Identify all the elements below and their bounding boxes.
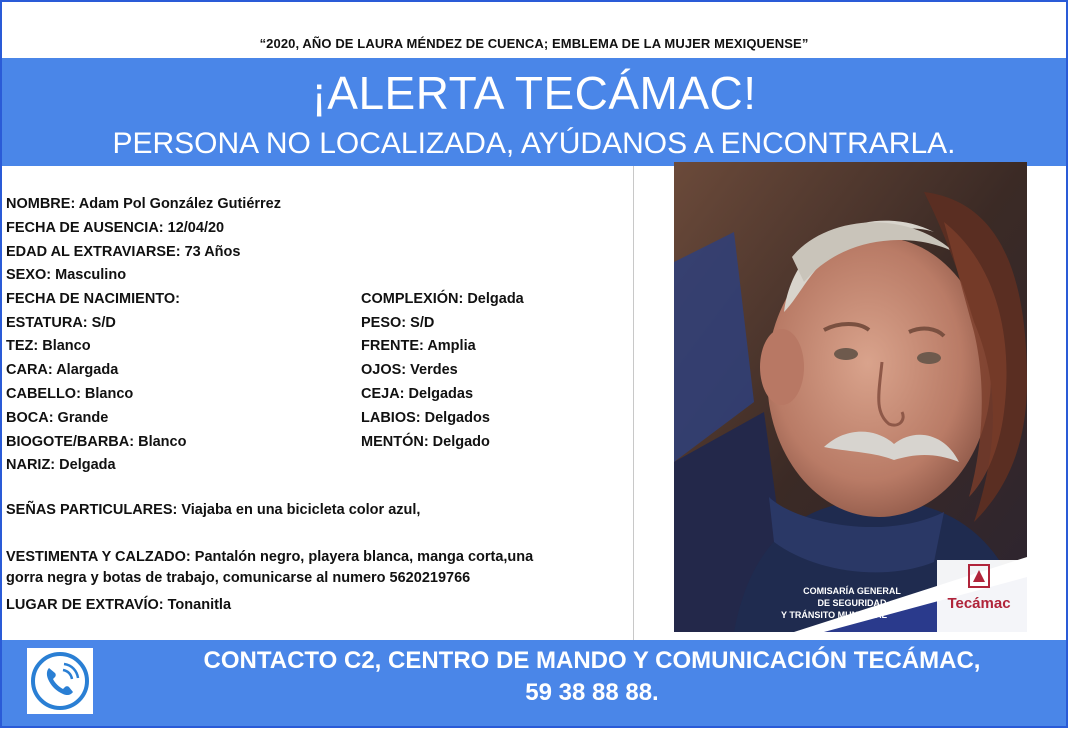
contact-phone-number: 59 38 88 88.: [525, 679, 659, 706]
alert-title: ¡ALERTA TECÁMAC!: [311, 67, 757, 119]
field-ceja: CEJA: Delgadas: [361, 386, 474, 402]
field-labios: LABIOS: Delgados: [361, 410, 490, 426]
person-info-panel: [2, 166, 634, 640]
field-cabello: CABELLO: Blanco: [6, 386, 134, 402]
motto-text: “2020, AÑO DE LAURA MÉNDEZ DE CUENCA; EMBLEMA DE LA MUJER MEXIQUENSE”: [259, 36, 809, 51]
phone-icon: [27, 648, 93, 714]
contact-text: CONTACTO C2, CENTRO DE MANDO Y COMUNICACIÓN TECÁMAC,: [203, 647, 981, 674]
field-ojos: OJOS: Verdes: [361, 362, 458, 378]
tecamac-logo-text: Tecámac: [947, 595, 1011, 612]
field-bigote: BIOGOTE/BARBA: Blanco: [6, 434, 187, 450]
field-nombre: NOMBRE: Adam Pol González Gutiérrez: [6, 196, 281, 212]
field-sexo: SEXO: Masculino: [6, 267, 127, 283]
phone-icon-box: [27, 648, 93, 714]
alert-subtitle: PERSONA NO LOCALIZADA, AYÚDANOS A ENCONTRARLA.: [112, 127, 956, 160]
field-estatura: ESTATURA: S/D: [6, 315, 116, 331]
field-frente: FRENTE: Amplia: [361, 338, 476, 354]
field-vestimenta-line1: VESTIMENTA Y CALZADO: Pantalón negro, playera blanca, manga corta,una: [6, 549, 534, 565]
field-menton: MENTÓN: Delgado: [361, 434, 490, 450]
field-peso: PESO: S/D: [361, 315, 435, 331]
agency-line-3: Y TRÁNSITO MUNICIPAL: [780, 610, 888, 620]
field-boca: BOCA: Grande: [6, 410, 109, 426]
missing-person-photo: [674, 162, 1027, 632]
field-fecha-nacimiento: FECHA DE NACIMIENTO:: [6, 291, 180, 307]
agency-line-1: COMISARÍA GENERAL: [803, 586, 901, 596]
field-lugar: LUGAR DE EXTRAVÍO: Tonanitla: [6, 597, 232, 613]
field-complexion: COMPLEXIÓN: Delgada: [361, 291, 524, 307]
field-senas: SEÑAS PARTICULARES: Viajaba en una bicicleta color azul,: [6, 502, 421, 518]
field-nariz: NARIZ: Delgada: [6, 457, 116, 473]
field-cara: CARA: Alargada: [6, 362, 119, 378]
field-edad: EDAD AL EXTRAVIARSE: 73 Años: [6, 244, 241, 260]
field-fecha-ausencia: FECHA DE AUSENCIA: 12/04/20: [6, 220, 225, 236]
alert-banner: [2, 58, 1066, 166]
contact-footer: [2, 640, 1066, 726]
field-vestimenta-line2: gorra negra y botas de trabajo, comunicarse al numero 5620219766: [6, 570, 471, 586]
agency-line-2: DE SEGURIDAD: [817, 598, 887, 608]
field-tez: TEZ: Blanco: [6, 338, 91, 354]
